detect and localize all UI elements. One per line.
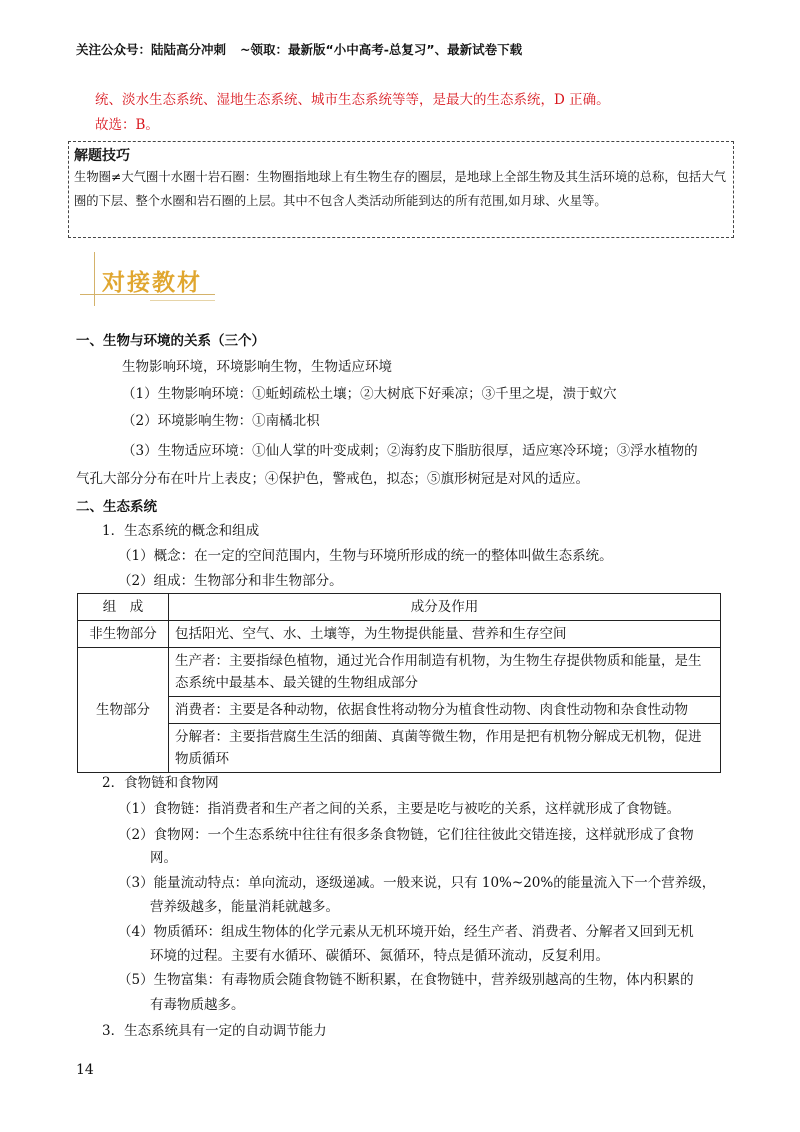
table-cell-nonbiotic-role: 包括阳光、空气、水、土壤等，为生物提供能量、营养和生存空间 (169, 621, 721, 648)
tips-body: 生物圈≠大气圈十水圈十岩石圈：生物圈指地球上有生物生存的圈层，是地球上全部生物及其生活环境的总称，包括大气圈的下层、整个水圈和岩石圈的上层。其中不包含人类活动所能到达的所有范围,如月球、火星等。 (74, 170, 726, 208)
section-2-sub-1: 1．生态系统的概念和组成 (102, 523, 260, 539)
composition-table (77, 593, 721, 773)
section-1-item-1: （1）生物影响环境：①蚯蚓疏松土壤；②大树底下好乘凉；③千里之堤，溃于蚁穴 (122, 386, 617, 402)
section-2-sub-2: 2．食物链和食物网 (102, 775, 219, 791)
section-2-heading: 二、生态系统 (76, 499, 157, 515)
table-row (78, 621, 721, 648)
table-header-role: 成分及作用 (169, 594, 721, 621)
table-header-composition: 组 成 (78, 594, 169, 621)
section-1-heading: 一、生物与环境的关系（三个） (76, 333, 265, 349)
table-cell-decomposer: 分解者：主要指营腐生生活的细菌、真菌等微生物，作用是把有机物分解成无机物，促进物质循环 (169, 724, 721, 773)
section-1-item-3b: 气孔大部分分布在叶片上表皮；④保护色，警戒色，拟态；⑤旗形树冠是对风的适应。 (76, 471, 589, 487)
energy-flow-text-b: 营养级越多，能量消耗就越多。 (150, 899, 339, 915)
banner-vertical-line (94, 252, 95, 306)
matter-cycle-text-b: 环境的过程。主要有水循环、碳循环、氮循环，特点是循环流动，反复利用。 (150, 948, 609, 964)
food-web-text-b: 网。 (150, 850, 177, 866)
table-cell-producer: 生产者：主要指绿色植物，通过光合作用制造有机物，为生物生存提供物质和能量，是生态系统中最基本、最关键的生物组成部分 (169, 648, 721, 697)
page-number: 14 (76, 1062, 94, 1078)
composition-text: （2）组成：生物部分和非生物部分。 (118, 573, 343, 589)
table-cell-nonbiotic: 非生物部分 (78, 621, 169, 648)
table-row (78, 697, 721, 724)
section-1-item-3a: （3）生物适应环境：①仙人掌的叶变成刺；②海豹皮下脂肪很厚，适应寒冷环境；③浮水植物的 (122, 443, 698, 459)
tips-title: 解题技巧 (74, 148, 130, 164)
bioaccumulation-text-a: （5）生物富集：有毒物质会随食物链不断积累，在食物链中，营养级别越高的生物，体内积累的 (118, 972, 694, 988)
section-2-sub-3: 3．生态系统具有一定的自动调节能力 (102, 1023, 327, 1039)
banner-underline (150, 300, 215, 301)
section-banner (80, 252, 220, 308)
food-web-text-a: （2）食物网：一个生态系统中往往有很多条食物链，它们往往彼此交错连接，这样就形成了食物 (118, 827, 694, 843)
matter-cycle-text-a: （4）物质循环：组成生物体的化学元素从无机环境开始，经生产者、消费者、分解者又回到无机 (118, 924, 694, 940)
table-row (78, 724, 721, 773)
energy-flow-text-a: （3）能量流动特点：单向流动，逐级递减。一般来说，只有 10%~20%的能量流入下一个营养级， (118, 875, 716, 891)
table-cell-consumer: 消费者：主要是各种动物，依据食性将动物分为植食性动物、肉食性动物和杂食性动物 (169, 697, 721, 724)
tips-box (68, 141, 734, 238)
table-cell-biotic: 生物部分 (78, 648, 169, 773)
concept-text: （1）概念：在一定的空间范围内，生物与环境所形成的统一的整体叫做生态系统。 (118, 548, 613, 564)
table-row (78, 648, 721, 697)
answer-line-2: 故选：B。 (95, 117, 159, 133)
section-1-item-2: （2）环境影响生物：①南橘北枳 (122, 413, 320, 429)
food-chain-text: （1）食物链：指消费者和生产者之间的关系，主要是吃与被吃的关系，这样就形成了食物链。 (118, 801, 681, 817)
page-header (76, 40, 522, 58)
answer-line-1: 统、淡水生态系统、湿地生态系统、城市生态系统等等，是最大的生态系统，D 正确。 (95, 92, 610, 108)
section-1-intro: 生物影响环境，环境影响生物，生物适应环境 (122, 359, 392, 375)
header-left: 关注公众号：陆陆高分冲刺 (76, 42, 227, 57)
banner-title: 对接教材 (102, 270, 202, 296)
bioaccumulation-text-b: 有毒物质越多。 (150, 997, 245, 1013)
table-header-row (78, 594, 721, 621)
header-right: ~领取：最新版“小中高考-总复习”、最新试卷下载 (240, 42, 523, 57)
